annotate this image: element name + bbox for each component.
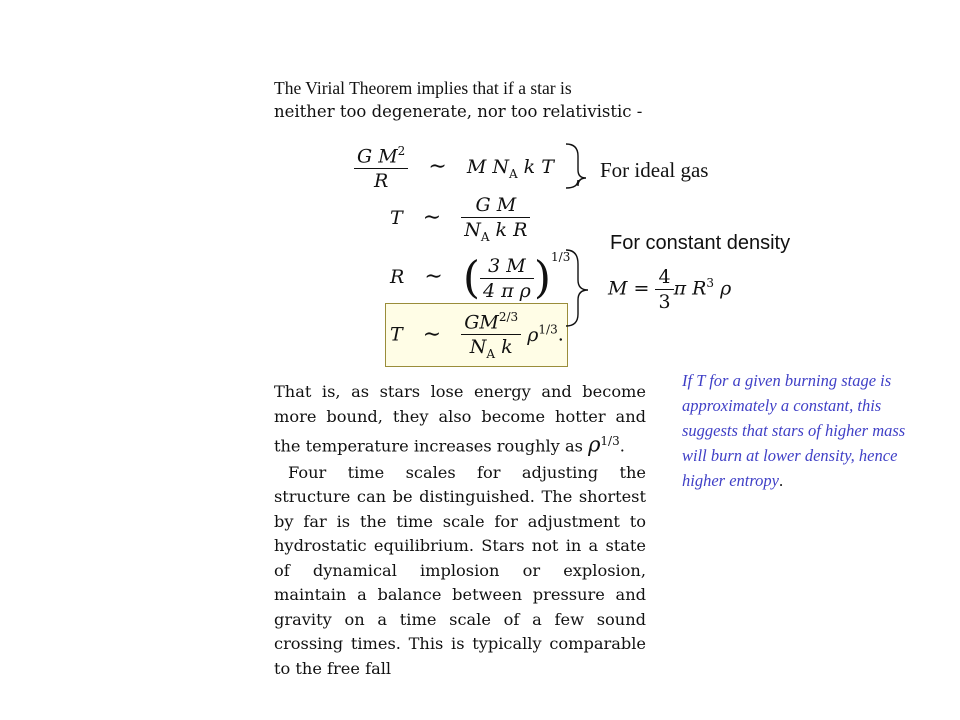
eq4-fraction	[461, 310, 521, 361]
eq4-rho: $\rho^{1/3}$	[527, 322, 558, 346]
paragraph-2: Four time scales for adjusting the structure can be distinguished. The shortest by far is the time scale for adjustment to hydrostatic equilibrium. Stars not in a state of dynamical implosion or explosion, maintain a balance between pressure and gravity on a time scale of a few sound crossing times. This is typically comparable to the free fall	[274, 462, 646, 678]
mass-pi: π	[673, 277, 687, 300]
eq3-lhs: R	[390, 266, 405, 288]
mass-equation	[608, 266, 731, 313]
equation-temperature	[390, 194, 530, 244]
constant-density-label: For constant density	[610, 232, 791, 254]
mass-rho: ρ	[720, 277, 732, 300]
mass-fraction	[655, 266, 673, 313]
eq1-rhs-sub: A	[508, 166, 518, 181]
entropy-note-period: .	[779, 471, 784, 490]
paragraph-1-exponent: 1/3	[600, 434, 620, 448]
eq3-fraction	[480, 255, 534, 302]
eq1-fraction	[354, 144, 408, 192]
paragraph-1-period: .	[619, 436, 625, 456]
intro-line-1: The Virial Theorem implies that if a star is	[274, 78, 572, 98]
eq1-exponent: 2	[397, 144, 406, 158]
eq2-lhs: T	[390, 206, 403, 229]
eq1-rhs: M $N_A$ k T	[466, 156, 554, 181]
mass-r: R	[686, 277, 707, 300]
eq4-sim: ∼	[422, 321, 442, 347]
eq4-denominator: $N_A$ k	[469, 336, 513, 362]
intro-line-2: neither too degenerate, nor too relativistic -	[274, 102, 643, 121]
brace-constant-density	[566, 250, 588, 326]
mass-lhs: M	[608, 277, 628, 300]
eq4-numerator: $GM^{2/3}$	[461, 310, 521, 335]
mass-equals: =	[627, 277, 656, 300]
ideal-gas-label: For ideal gas	[600, 158, 709, 182]
mass-denominator: 3	[658, 291, 671, 313]
entropy-note-text: If T for a given burning stage is approximately a constant, this suggests that stars of higher mass will burn at lower density, hence higher entropy	[682, 371, 906, 490]
brace-graphics	[560, 140, 600, 340]
eq1-sim: ∼	[428, 154, 447, 180]
brace-ideal-gas	[566, 144, 586, 188]
eq2-denominator: $N_A$ k R	[464, 219, 528, 244]
paragraph-1-rho: ρ	[588, 432, 601, 457]
paragraph-1	[274, 380, 646, 459]
equation-radius	[390, 250, 570, 304]
eq2-numerator: G M	[461, 194, 530, 218]
mass-r-exp: 3	[706, 276, 715, 291]
eq3-close-paren: )	[533, 252, 552, 304]
equation-temperature-density	[390, 310, 564, 361]
eq1-denominator: R	[374, 170, 389, 193]
eq3-denominator: 4 π ρ	[483, 279, 531, 302]
eq4-period: .	[557, 323, 564, 346]
paragraph-1-text: That is, as stars lose energy and become more bound, they also become hotter and the temperature increases roughly as	[274, 382, 646, 456]
eq3-sim: ∼	[424, 264, 443, 289]
body-text	[274, 380, 646, 681]
entropy-note	[682, 368, 922, 493]
eq4-lhs: T	[390, 323, 403, 346]
eq2-sim: ∼	[422, 204, 442, 230]
eq1-numerator: G M	[357, 145, 398, 168]
eq2-fraction	[461, 194, 530, 244]
eq3-exponent: 1/3	[551, 250, 571, 264]
eq3-numerator: 3 M	[480, 255, 534, 279]
mass-numerator: 4	[655, 266, 673, 290]
eq3-open-paren: (	[462, 252, 481, 304]
intro-text	[274, 76, 694, 124]
equation-virial	[354, 144, 554, 192]
